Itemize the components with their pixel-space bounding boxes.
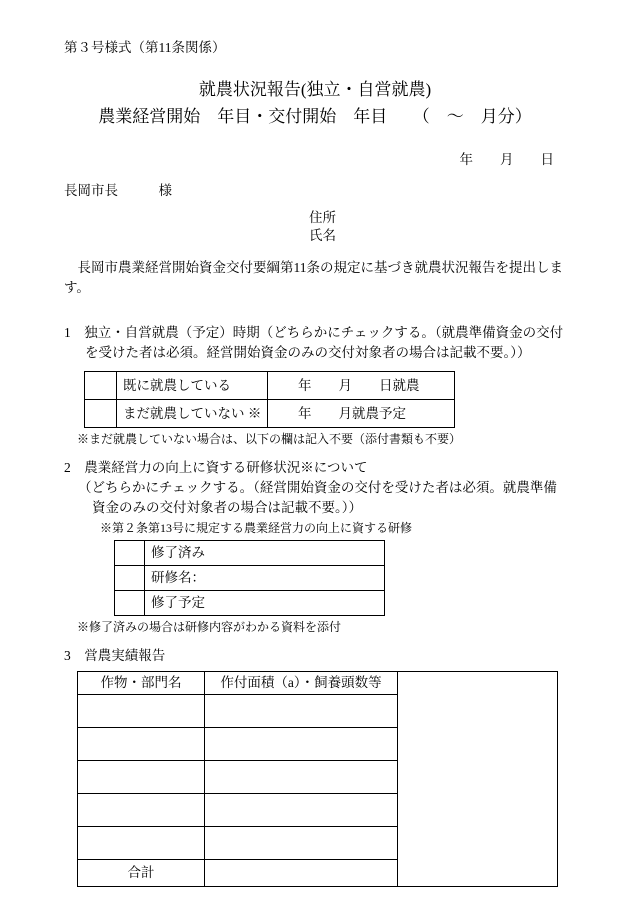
document-title: 就農状況報告(独立・自営就農) xyxy=(198,79,432,99)
checkbox-cell[interactable] xyxy=(85,400,117,428)
yield-empty-row xyxy=(78,761,558,794)
area-cell[interactable] xyxy=(205,794,398,827)
yield-table-body xyxy=(78,672,558,887)
farming-start-table xyxy=(84,371,455,428)
row-label: 既に就農している xyxy=(117,372,268,400)
row-label: 修了予定 xyxy=(145,591,385,616)
section2-note: ※修了済みの場合は研修内容がわかる資料を添付 xyxy=(77,620,342,635)
side-column-cell xyxy=(398,827,558,860)
crop-name-cell[interactable] xyxy=(78,827,205,860)
row-label: まだ就農していない ※ xyxy=(117,400,268,428)
crop-name-cell[interactable] xyxy=(78,794,205,827)
area-cell[interactable] xyxy=(205,827,398,860)
section2-instruction: （どちらかにチェックする。（経営開始資金の交付を受けた者は必須。就農準備資金のみの交付対象者の場合は記載不要。）） xyxy=(78,480,557,516)
yield-empty-row xyxy=(78,728,558,761)
section2-heading: 2 農業経営力の向上に資する研修状況※について xyxy=(64,460,368,476)
row-label: 修了済み xyxy=(145,541,385,566)
address-label: 住所 xyxy=(309,209,336,225)
table-row xyxy=(85,400,455,428)
declaration-text: 長岡市農業経営開始資金交付要綱第11条の規定に基づき就農状況報告を提出します。 xyxy=(64,259,563,295)
checkbox-cell[interactable] xyxy=(85,372,117,400)
area-cell[interactable] xyxy=(205,728,398,761)
training-status-table xyxy=(114,540,385,616)
area-cell[interactable] xyxy=(205,695,398,728)
yield-empty-row xyxy=(78,695,558,728)
addressee: 長岡市長 様 xyxy=(64,183,172,199)
total-label: 合計 xyxy=(78,860,205,887)
yield-empty-row xyxy=(78,827,558,860)
submitter-block xyxy=(309,209,566,245)
section1-note: ※まだ就農していない場合は、以下の欄は記入不要（添付書類も不要） xyxy=(77,432,462,447)
document-subtitle: 農業経営開始 年目・交付開始 年目 （ ～ 月分） xyxy=(98,107,532,127)
side-column-cell xyxy=(398,761,558,794)
section3-heading: 3 営農実績報告 xyxy=(64,648,166,664)
yield-header-row xyxy=(78,672,558,695)
crop-name-cell[interactable] xyxy=(78,728,205,761)
total-value-cell[interactable] xyxy=(205,860,398,887)
crop-name-cell[interactable] xyxy=(78,695,205,728)
table-row xyxy=(115,541,385,566)
table-row xyxy=(115,566,385,591)
date-fill-cell[interactable]: 年 月 日就農 xyxy=(268,372,455,400)
checkbox-cell xyxy=(115,566,145,591)
training-name-cell[interactable]: 研修名： xyxy=(145,566,385,591)
yield-total-row xyxy=(78,860,558,887)
checkbox-cell[interactable] xyxy=(115,541,145,566)
side-column-cell xyxy=(398,794,558,827)
table-row xyxy=(85,372,455,400)
crop-name-cell[interactable] xyxy=(78,761,205,794)
section2-reference-note: ※第２条第13号に規定する農業経営力の向上に資する研修 xyxy=(100,521,413,536)
area-header: 作付面積（a）・飼養頭数等 xyxy=(205,672,398,695)
crop-name-header: 作物・部門名 xyxy=(78,672,205,695)
form-number: 第３号様式（第11条関係） xyxy=(64,40,226,55)
yield-empty-row xyxy=(78,794,558,827)
section1-heading: 1 独立・自営就農（予定）時期（どちらかにチェックする。（就農準備資金の交付を受けた者は必須。経営開始資金のみの交付対象者の場合は記載不要。）） xyxy=(64,325,564,361)
side-column-cell xyxy=(398,860,558,887)
table-row xyxy=(115,591,385,616)
area-cell[interactable] xyxy=(205,761,398,794)
name-label: 氏名 xyxy=(309,227,336,243)
side-column-cell xyxy=(398,672,558,695)
yield-report-table xyxy=(77,671,558,887)
checkbox-cell[interactable] xyxy=(115,591,145,616)
side-column-cell xyxy=(398,728,558,761)
date-fill-cell[interactable]: 年 月就農予定 xyxy=(268,400,455,428)
date-line: 年 月 日 xyxy=(459,151,554,167)
side-column-cell xyxy=(398,695,558,728)
